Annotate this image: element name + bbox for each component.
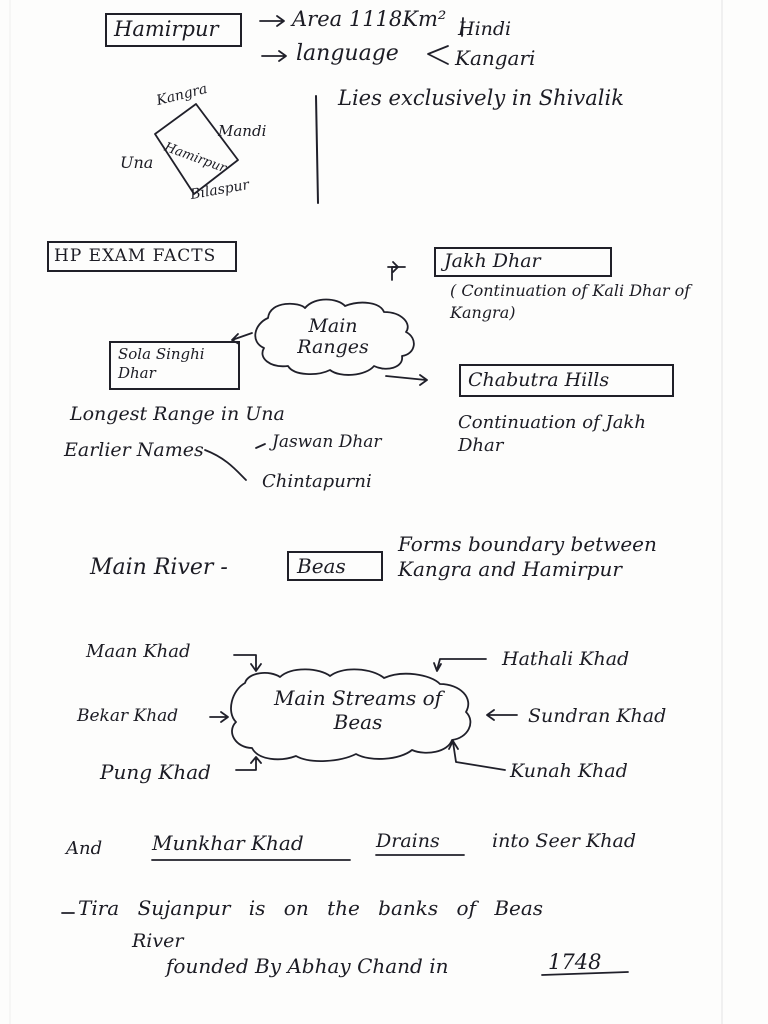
map-label-una: Una	[120, 153, 154, 172]
sola-singhi-label: Sola Singhi Dhar	[118, 345, 205, 382]
earlier-names-label: Earlier Names	[64, 439, 204, 461]
tira-line-1: Tira Sujanpur is on the banks of Beas	[78, 896, 544, 920]
exam-facts-title: HP EXAM FACTS	[54, 246, 217, 266]
earlier-name-chintapurni: Chintapurni	[262, 471, 372, 492]
drain-subject: Munkhar Khad	[152, 831, 304, 855]
tira-line-2: River	[132, 930, 184, 952]
drain-suffix: into Seer Khad	[492, 830, 636, 852]
chabutra-label: Chabutra Hills	[468, 369, 610, 391]
drain-prefix: And	[66, 838, 103, 859]
main-river-label: Main River -	[90, 555, 228, 580]
area-text: Area 1118Km²	[292, 7, 447, 31]
stream-pung-khad: Pung Khad	[100, 760, 211, 784]
jakh-dhar-label: Jakh Dhar	[444, 250, 541, 272]
drain-verb: Drains	[376, 830, 440, 852]
stream-kunah-khad: Kunah Khad	[510, 760, 628, 782]
language-kangari: Kangari	[455, 46, 536, 70]
main-streams-label: Main Streams of Beas	[273, 686, 443, 734]
map-label-bilaspur: Bilaspur	[189, 176, 251, 204]
main-ranges-label: Main Ranges	[297, 315, 369, 358]
hamirpur-title: Hamirpur	[114, 17, 219, 41]
stream-hathali-khad: Hathali Khad	[502, 648, 630, 670]
stream-sundran-khad: Sundran Khad	[528, 705, 667, 727]
earlier-name-jaswan: Jaswan Dhar	[272, 432, 382, 452]
river-boundary-note: Forms boundary between Kangra and Hamirpur	[398, 532, 657, 581]
language-hindi: Hindi	[458, 18, 512, 40]
stream-bekar-khad: Bekar Khad	[77, 706, 179, 726]
map-label-mandi: Mandi	[218, 122, 267, 140]
map-label-kangra: Kangra	[154, 80, 209, 110]
tira-line-3: founded By Abhay Chand in	[166, 954, 449, 978]
language-label: language	[296, 41, 399, 66]
map-label-hamirpur: Hamirpur	[162, 139, 229, 177]
chabutra-note: Continuation of Jakh Dhar	[458, 412, 646, 456]
sola-singhi-note: Longest Range in Una	[70, 403, 285, 425]
jakh-dhar-note: ( Continuation of Kali Dhar of Kangra)	[450, 281, 691, 322]
stream-maan-khad: Maan Khad	[86, 641, 191, 662]
tira-year: 1748	[548, 950, 602, 974]
beas-label: Beas	[297, 554, 346, 578]
shivalik-note: Lies exclusively in Shivalik	[338, 86, 624, 110]
